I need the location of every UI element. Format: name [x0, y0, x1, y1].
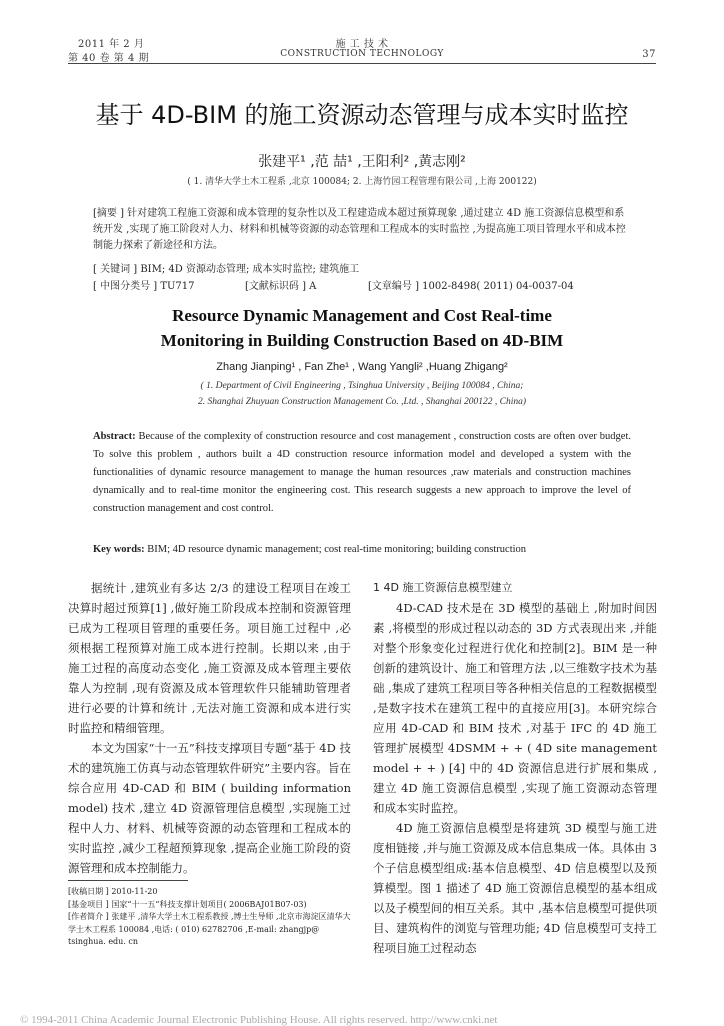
keywords-en-text: BIM; 4D resource dynamic management; cost real-time monitoring; building construction — [147, 544, 527, 555]
section-heading-1: 1 4D 施工资源信息模型建立 — [373, 581, 513, 594]
cnki-watermark: © 1994-2011 China Academic Journal Electronic Publishing House. All rights reserved. http://www.cnki.net — [20, 1014, 498, 1026]
abstract-cn-text: 针对建筑工程施工资源和成本管理的复杂性以及工程建造成本超过预算现象 ,通过建立 4D 施工资源信息模型和系统开发 ,实现了施工阶段对人力、材料和机械等资源的动态管理和工程成本的实时监控 ,为提高施工项目管理水平和成本控制能力探索了新途径和方法。 — [93, 208, 626, 251]
left-column — [68, 578, 351, 878]
article-number: [文章编号 ] 1002-8498( 2011) 04-0037-04 — [368, 281, 574, 292]
paper-title-en-line2: Monitoring in Building Construction Based on 4D-BIM — [160, 331, 564, 350]
affiliation-en-2: 2. Shanghai Zhuyuan Construction Management Co. ,Ltd. , Shanghai 200122 , China) — [197, 397, 526, 407]
abstract-cn — [93, 206, 633, 254]
keywords-en-label: Key words: — [93, 544, 145, 555]
right-column — [373, 578, 657, 958]
abstract-en — [93, 428, 631, 518]
header-rule — [68, 63, 656, 64]
doc-code: [文献标识码 ] A — [245, 281, 317, 292]
footnote-author: [作者简介 ] 张建平 ,清华大学土木工程系教授 ,博士生导师 ,北京市海淀区清华大学土木工程系 100084 ,电话: ( 010) 62782706 ,E-mail: zhangjp@ tsinghua. edu. cn — [68, 912, 351, 946]
affiliation-en-1: ( 1. Department of Civil Engineering , Tsinghua University , Beijing 100084 , China; — [200, 381, 524, 391]
intro-paragraph-2: 本文为国家“十一五”科技支撑项目专题“基于 4D 技术的建筑施工仿真与动态管理软件研究”主要内容。旨在综合应用 4D-CAD 和 BIM ( building information model) 技术 ,建立 4D 资源管理信息模型 ,实现施工过程中人力、材料、机械等资源的动态管理和工程成本的实时监控 ,减少工程超预算现象 ,提高企业施工阶段的资源管理和成本控制能力。 — [68, 741, 351, 875]
abstract-en-label: Abstract: — [93, 431, 136, 442]
footnotes — [68, 886, 351, 949]
keywords-en — [93, 541, 631, 559]
paper-title-cn: 基于 4D-BIM 的施工资源动态管理与成本实时监控 — [95, 101, 629, 129]
section1-paragraph-2: 4D 施工资源信息模型是将建筑 3D 模型与施工进度相链接 ,并与施工资源及成本信息集成一体。具体由 3 个子信息模型组成:基本信息模型、4D 信息模型以及预算模型。图 1 描述了 4D 施工资源信息模型的基本组成以及子模型间的相互关系。其中 ,基本信息模型可提供项目、建筑构件的浏览与管理功能; 4D 信息模型可支持工程项目施工过程动态 — [373, 821, 657, 955]
affiliation-cn: ( 1. 清华大学土木工程系 ,北京 100084; 2. 上海竹园工程管理有限公司 ,上海 200122) — [187, 177, 537, 187]
abstract-en-text: Because of the complexity of construction resource and cost management , construction costs are often over budget. To solve this problem , authors built a 4D construction resource information model and developed a system with the functionalities of dynamic resource management to manage the human resources ,raw materials and construction machines dynamically and to real-time monitor the engineering cost. This research suggests a new approach to improve the level of construction management and cost control. — [93, 431, 631, 514]
abstract-cn-label: [摘要 ] — [93, 208, 124, 219]
intro-paragraph-1: 据统计 ,建筑业有多达 2/3 的建设工程项目在竣工决算时超过预算[1] ,做好施工阶段成本控制和资源管理已成为工程项目管理的重要任务。项目施工过程中 ,必须根据工程预算对施工成本进行控制。长期以来 ,由于施工过程的高度动态变化 ,施工资源及成本管理主要依靠人为控制 ,现有资源及成本管理软件只能辅助管理者进行必要的计算和统计 ,无法对施工资源和成本进行实时监控和精细管理。 — [68, 581, 351, 735]
header-date: 2011 年 2 月 — [78, 39, 145, 50]
page-number: 37 — [642, 49, 656, 60]
header-volume: 第 40 卷 第 4 期 — [68, 53, 149, 64]
paper-title-en-line1: Resource Dynamic Management and Cost Real-time — [172, 306, 552, 325]
clc-number: [ 中图分类号 ] TU717 — [93, 281, 195, 292]
header-journal-en: CONSTRUCTION TECHNOLOGY — [280, 49, 444, 59]
section1-paragraph-1: 4D-CAD 技术是在 3D 模型的基础上 ,附加时间因素 ,将模型的形成过程以动态的 3D 方式表现出来 ,并能对整个形象变化过程进行优化和控制[2]。BIM 是一种创新的建筑设计、施工和管理方法 ,以三维数字技术为基础 ,集成了建筑工程项目等各种相关信息的工程数据模型 ,是数字技术在建筑工程中的直接应用[3]。本研究综合应用 4D-CAD 和 BIM 技术 ,对基于 IFC 的 4D 施工管理扩展模型 4DSMM + + ( 4D site management model + + ) [4] 中的 4D 资源信息进行扩展和集成 ,建立 4D 施工资源信息模型 ,实现了施工资源动态管理和成本实时监控。 — [373, 601, 657, 815]
keywords-cn: [ 关键词 ] BIM; 4D 资源动态管理; 成本实时监控; 建筑施工 — [93, 264, 360, 275]
authors-en: Zhang Jianping¹ , Fan Zhe¹ , Wang Yangli² ,Huang Zhigang² — [216, 361, 508, 373]
footnote-received: [收稿日期 ] 2010-11-20 — [68, 887, 158, 896]
header-journal-cn: 施 工 技 术 — [335, 39, 389, 50]
authors-cn: 张建平¹ ,范 喆¹ ,王阳利² ,黄志刚² — [258, 154, 466, 170]
footnote-rule — [68, 880, 188, 881]
footnote-fund: [基金项目 ] 国家“十一五”科技支撑计划项目( 2006BAJ01B07-03) — [68, 899, 307, 909]
